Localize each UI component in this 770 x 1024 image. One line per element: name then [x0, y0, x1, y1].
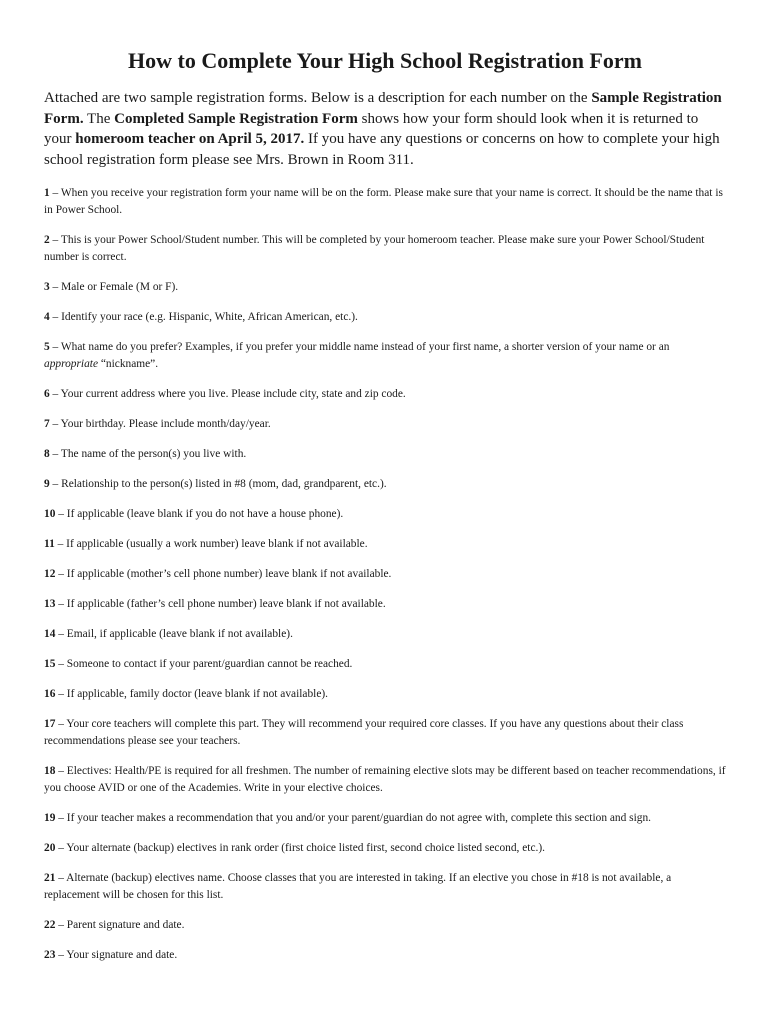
item-number: 15 [44, 658, 56, 670]
item-separator: – [55, 765, 67, 777]
item-text: The name of the person(s) you live with. [60, 448, 247, 460]
item-text: Relationship to the person(s) listed in #8 (mom, dad, grandparent, etc.). [61, 478, 387, 490]
item-separator: – [55, 949, 67, 961]
item-separator: – [55, 872, 67, 884]
item-separator: – [49, 478, 62, 490]
instruction-item [44, 232, 726, 266]
item-text: Alternate (backup) electives name. Choose classes that you are interested in taking. If an elective you chose in #18 is not available, a replacement will be chosen for this list. [44, 872, 672, 901]
intro-text: shows how your form should look when it is returned to your [44, 110, 699, 147]
item-text: This is your Power School/Student number. This will be completed by your homeroom teacher. Please make sure your Power School/Student number is correct. [44, 234, 705, 263]
item-text: Your current address where you live. Please include city, state and zip code. [60, 388, 406, 400]
instruction-item [44, 566, 726, 583]
intro-text: Attached are two sample registration forms. Below is a description for each number on the [44, 90, 592, 106]
instruction-item [44, 596, 726, 613]
item-number: 6 [44, 388, 50, 400]
instruction-item [44, 686, 726, 703]
item-text-after: “nickname”. [98, 358, 159, 370]
document-title: How to Complete Your High School Registration Form [128, 48, 642, 73]
item-number: 8 [44, 448, 50, 460]
item-number: 19 [44, 812, 56, 824]
item-separator: – [55, 842, 67, 854]
item-separator: – [55, 598, 67, 610]
item-text: What name do you prefer? Examples, if you prefer your middle name instead of your first name, a shorter version of your name or an [60, 341, 670, 353]
item-text: Parent signature and date. [66, 919, 185, 931]
item-number: 2 [44, 234, 50, 246]
item-number: 10 [44, 508, 56, 520]
item-text: Male or Female (M or F). [61, 281, 179, 293]
item-number: 18 [44, 765, 56, 777]
item-number: 9 [44, 478, 50, 490]
instruction-item [44, 339, 726, 373]
item-separator: – [54, 538, 67, 550]
item-text: Identify your race (e.g. Hispanic, White, African American, etc.). [61, 311, 358, 323]
item-text: When you receive your registration form your name will be on the form. Please make sure that your name is correct. It should be the name that is in Power School. [44, 187, 723, 216]
instruction-item [44, 416, 726, 433]
item-text: If your teacher makes a recommendation that you and/or your parent/guardian do not agree with, complete this section and sign. [66, 812, 651, 824]
item-text: If applicable (leave blank if you do not have a house phone). [66, 508, 344, 520]
intro-bold-sample-form: Sample Registration Form. [44, 90, 722, 127]
instruction-item [44, 947, 726, 964]
item-number: 5 [44, 341, 50, 353]
item-number: 4 [44, 311, 50, 323]
instruction-item [44, 476, 726, 493]
item-number: 14 [44, 628, 56, 640]
item-separator: – [49, 388, 61, 400]
item-text: Your signature and date. [66, 949, 178, 961]
item-separator: – [55, 812, 67, 824]
intro-bold-deadline: homeroom teacher on April 5, 2017. [75, 131, 305, 147]
item-number: 22 [44, 919, 56, 931]
item-separator: – [49, 448, 61, 460]
item-separator: – [55, 628, 67, 640]
item-separator: – [55, 508, 67, 520]
instruction-item [44, 763, 726, 797]
instruction-item [44, 446, 726, 463]
instruction-item [44, 309, 726, 326]
item-separator: – [55, 718, 67, 730]
item-number: 1 [44, 187, 50, 199]
item-separator: – [55, 658, 67, 670]
item-text: Someone to contact if your parent/guardian cannot be reached. [66, 658, 353, 670]
item-number: 11 [44, 538, 55, 550]
instruction-item [44, 716, 726, 750]
item-number: 3 [44, 281, 50, 293]
instruction-item [44, 626, 726, 643]
item-separator: – [55, 568, 67, 580]
instruction-item [44, 917, 726, 934]
item-text: If applicable, family doctor (leave blank if not available). [66, 688, 329, 700]
item-number: 16 [44, 688, 56, 700]
intro-text: The [83, 110, 115, 127]
item-separator: – [55, 688, 67, 700]
item-number: 21 [44, 872, 56, 884]
item-text: If applicable (mother’s cell phone number) leave blank if not available. [66, 568, 392, 580]
item-separator: – [49, 418, 61, 430]
item-emphasis: appropriate [44, 358, 98, 370]
item-separator: – [55, 919, 67, 931]
item-text: Your alternate (backup) electives in rank order (first choice listed first, second choice listed second, etc.). [66, 842, 546, 854]
instruction-item [44, 279, 726, 296]
intro-paragraph [44, 88, 726, 170]
item-number: 17 [44, 718, 56, 730]
item-number: 12 [44, 568, 56, 580]
item-separator: – [49, 234, 61, 246]
instruction-item [44, 870, 726, 904]
item-separator: – [49, 311, 62, 323]
item-number: 7 [44, 418, 50, 430]
instruction-item [44, 810, 726, 827]
document-page [44, 0, 726, 977]
instruction-list [44, 185, 726, 964]
item-number: 20 [44, 842, 56, 854]
item-separator: – [49, 281, 62, 293]
item-text: If applicable (father’s cell phone number) leave blank if not available. [66, 598, 386, 610]
item-separator: – [49, 187, 61, 199]
item-separator: – [49, 341, 61, 353]
intro-bold-completed-form: Completed Sample Registration Form [114, 110, 358, 127]
item-text: Electives: Health/PE is required for all freshmen. The number of remaining elective slots may be different based on teacher recommendations, if you choose AVID or one of the Academies. Write in your elective choices. [44, 765, 726, 794]
intro-text: If you have any questions or concerns on how to complete your high school registration form please see Mrs. Brown in Room 311. [44, 131, 720, 168]
item-text: If applicable (usually a work number) leave blank if not available. [66, 538, 368, 550]
item-text: Your birthday. Please include month/day/year. [60, 418, 271, 430]
instruction-item [44, 386, 726, 403]
item-number: 23 [44, 949, 56, 961]
item-text: Email, if applicable (leave blank if not available). [66, 628, 293, 640]
instruction-item [44, 185, 726, 219]
item-text: Your core teachers will complete this part. They will recommend your required core classes. If you have any questions about their class recommendations please see your teachers. [44, 718, 684, 747]
instruction-item [44, 506, 726, 523]
instruction-item [44, 536, 726, 553]
instruction-item [44, 840, 726, 857]
instruction-item [44, 656, 726, 673]
item-number: 13 [44, 598, 56, 610]
